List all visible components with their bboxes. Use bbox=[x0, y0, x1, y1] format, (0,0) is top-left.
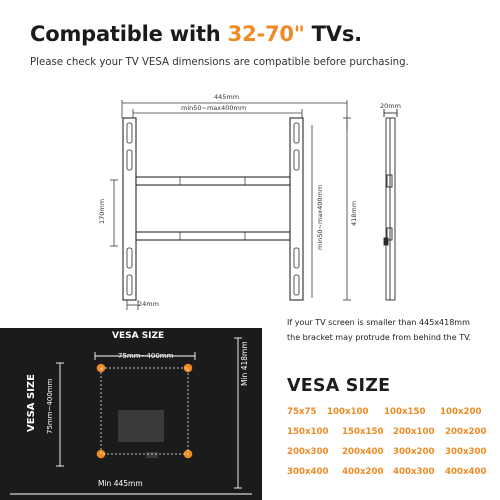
top-crossbar bbox=[136, 177, 290, 185]
vesa-size-item: 400x300 bbox=[393, 467, 435, 477]
side-profile bbox=[384, 109, 397, 300]
headline-highlight: 32-70" bbox=[227, 22, 305, 46]
vesa-size-item: 200x300 bbox=[287, 447, 329, 457]
vesa-size-item: 150x150 bbox=[342, 427, 384, 437]
vesa-size-title: VESA SIZE bbox=[287, 376, 391, 396]
size-note bbox=[287, 315, 500, 345]
vesa-size-item: 200x100 bbox=[393, 427, 435, 437]
vesa-size-item: 75x75 bbox=[287, 407, 317, 417]
vesa-size-item: 300x300 bbox=[445, 447, 487, 457]
vesa-size-item: 300x200 bbox=[393, 447, 435, 457]
note-line: the bracket may protrude from behind the TV. bbox=[287, 333, 472, 342]
vesa-size-item: 200x200 bbox=[445, 427, 487, 437]
height-label: 418mm bbox=[350, 200, 358, 226]
bottom-crossbar bbox=[136, 232, 290, 240]
depth-label: 20mm bbox=[380, 102, 401, 110]
vesa-range-vertical: min50~max400mm bbox=[316, 184, 324, 250]
tv-min-height: Min 418mm bbox=[240, 341, 249, 386]
vesa-size-item: 150x100 bbox=[287, 427, 329, 437]
tv-vesa-side-label: VESA SIZE bbox=[26, 374, 37, 432]
tv-min-width: Min 445mm bbox=[98, 479, 143, 488]
headline-suffix: TVs. bbox=[304, 22, 362, 46]
vesa-size-item: 100x150 bbox=[384, 407, 426, 417]
vesa-size-item: 300x400 bbox=[287, 467, 329, 477]
tv-vesa-v-dim: 75mm~400mm bbox=[46, 378, 54, 434]
vesa-range-horizontal: min50~max400mm bbox=[181, 104, 247, 112]
width-label: 445mm bbox=[214, 93, 240, 101]
tv-vesa-h-dim: 75mm~400mm bbox=[118, 352, 174, 360]
subline: Please check your TV VESA dimensions are compatible before purchasing. bbox=[30, 57, 409, 68]
left-rail bbox=[123, 118, 136, 300]
bottom-label: 24mm bbox=[138, 300, 159, 308]
headline-prefix: Compatible with bbox=[30, 22, 228, 46]
vesa-size-item: 400x200 bbox=[342, 467, 384, 477]
vesa-size-item: 200x400 bbox=[342, 447, 384, 457]
vesa-size-item: 100x100 bbox=[327, 407, 369, 417]
note-line: If your TV screen is smaller than 445x418mm bbox=[287, 318, 470, 327]
tv-vesa-size-label: VESA SIZE bbox=[112, 331, 165, 341]
right-rail bbox=[290, 118, 303, 300]
vesa-size-item: 100x200 bbox=[440, 407, 482, 417]
rail-spacing-label: 170mm bbox=[98, 198, 106, 224]
vesa-size-item: 400x400 bbox=[445, 467, 487, 477]
tv-panel-plate bbox=[118, 410, 164, 442]
